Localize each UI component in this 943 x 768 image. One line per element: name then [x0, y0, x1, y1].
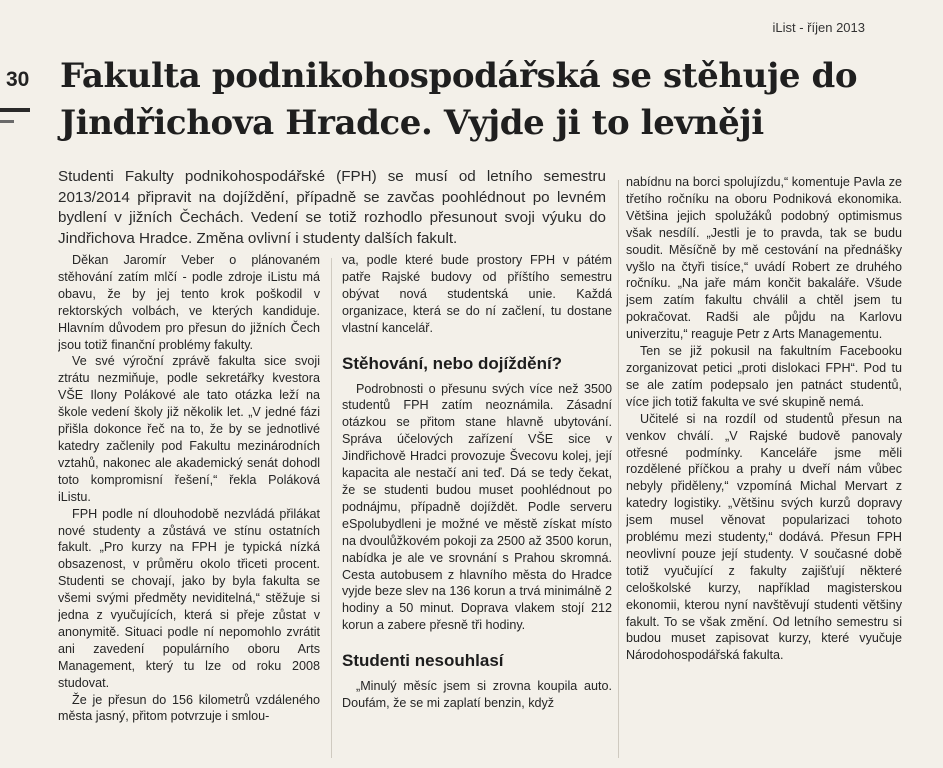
page-number: 30 [6, 68, 30, 91]
article-column-1 [58, 252, 320, 762]
paragraph: Ten se již pokusil na fakultním Facebooku zorganizovat petici „proti dislokaci FPH“. Pod tu se ale zatím podepsalo jen patnáct studentů, více jich totiž fakulta ve své skupině nemá. [626, 344, 902, 409]
paragraph: Děkan Jaromír Veber o plánovaném stěhování zatím mlčí - podle zdroje iListu má obavu, že by jej tento krok poškodil v rektorských volbách, ve kterých kandiduje. Hlavním důvodem pro přesun do jižních Čech jsou totiž finanční problémy fakulty. [58, 253, 320, 352]
paragraph: FPH podle ní dlouhodobě nezvládá přilákat nové studenty a zůstává ve stínu ostatních fakult. „Pro kurzy na FPH je typická nízká obsazenost, v průměru okolo třiceti procent. Studenti se chovají, jako by byla fakulta se všemi svými předměty neviditelná,“ stěžuje si jedna z vyučujících, která si přeje zůstat v anonymitě. Situaci podle ní nepomohlo zvrátit ani zavedení populárního oboru Arts Management, který tu lze od roku 2008 studovat. [58, 506, 320, 690]
paragraph: nabídnu na borci spolujízdu,“ komentuje Pavla ze třetího ročníku na oboru Podniková ekonomika. Většina jejich spolužáků podobný optimismus však nesdílí. „Jestli je to pravda, tak se budu soudit. Měsíčně by mě cestování na přednášky vyšlo na čtyři tisíce,“ uvádí Robert ze druhého ročníku. „Na jaře mám končit bakaláře. Všude jsem zatím fakultu chválil a chtěl jsem tu pokračovat. Radši ale půjdu na Karlovu univerzitu,“ reaguje Petr z Arts Managementu. [626, 175, 902, 342]
paragraph: „Minulý měsíc jsem si zrovna koupila auto. Doufám, že se mi zaplatí benzin, když [342, 679, 612, 711]
article-column-2 [342, 252, 612, 762]
paragraph: va, podle které bude prostory FPH v pátém patře Rajské budovy od příštího semestru obývat nová studentská unie. Každá organizace, která se do ní začlení, tu dostane vlastní kancelář. [342, 253, 612, 335]
page-marker-rule-thin [0, 120, 14, 123]
article-headline: Fakulta podnikohospodářská se stěhuje do Jindřichova Hradce. Vyjde ji to levněji [60, 56, 858, 143]
article-lead: Studenti Fakulty podnikohospodářské (FPH) se musí od letního semestru 2013/2014 připravit na dojíždění, případně se zavčas poohlédnout po levném bydlení v jižních Čechách. Vedení se totiž rozhodlo přesunout svoji výuku do Jindřichova Hradce. Změna ovlivní i studenty dalších fakult. [58, 168, 606, 247]
section-heading: Studenti nesouhlasí [342, 651, 504, 671]
column-divider [618, 180, 619, 758]
paragraph: Učitelé si na rozdíl od studentů přesun na venkov chválí. „V Rajské budově panovaly otřesné podmínky. Kanceláře jsme měli rozdělené příčkou a prahy u dveří nám vůbec nebyly přiděleny,“ vzpomíná Michal Mervart z katedry logistiky. „Většinu svých kurzů dopravy jsem musel věnovat popularizaci tohoto problému mezi studenty,“ dodává. Přesun FPH neovlivní pouze její studenty. V současné době totiž vyučující z fakulty zajišťují některé celoškolské kurzy, například magisterskou ekonomii, kterou nyní navštěvují studenti většiny fakult. To se však změní. Od letního semestru si budou muset zapisovat kurzy, které vyučuje Národohospodářská fakulta. [626, 411, 902, 663]
paragraph: Že je přesun do 156 kilometrů vzdáleného města jasný, přitom potvrzuje i smlou- [58, 692, 320, 724]
section-heading: Stěhování, nebo dojíždění? [342, 353, 563, 373]
page-marker-rule [0, 108, 30, 112]
paragraph: Ve své výroční zprávě fakulta sice svoji ztrátu nezmiňuje, podle sekretářky kvestora VŠE Ilony Polákové ale tato otázka leží na škole vedení školy již několik let. „V jedné fázi přišla dokonce řeč na to, že by se jednotlivé katedry začlenily pod Fakultu mezinárodních vztahů, nakonec ale akademický senát dohodl toto kompromisní řešení,“ řekla Poláková iListu. [58, 354, 320, 504]
publication-info: iList - říjen 2013 [772, 20, 865, 35]
article-column-3 [626, 174, 902, 762]
column-divider [331, 258, 332, 758]
paragraph: Podrobnosti o přesunu svých více než 3500 studentů FPH zatím neoznámila. Zásadní otázkou se přitom stane hlavně ubytování. Správa účelových zařízení VŠE sice v Jindřichově Hradci provozuje Švecovu kolej, její kapacita ale nestačí ani teď. Dá se tedy čekat, že se studenti budou muset poohlédnout po podnájmu, případně dojíždět. Podle serveru eSpolubydleni je možné ve městě získat místo na dvoulůžkovém pokoji za 2500 až 3500 korun, nabídka je ale ve srovnání s Prahou skromná. Cesta autobusem z hlavního města do Hradce vyjde beze slev na 136 korun a trvá minimálně 2 hodiny a 50 minut. Doprava vlakem stojí 212 korun a zabere přesně tři hodiny. [342, 381, 612, 633]
